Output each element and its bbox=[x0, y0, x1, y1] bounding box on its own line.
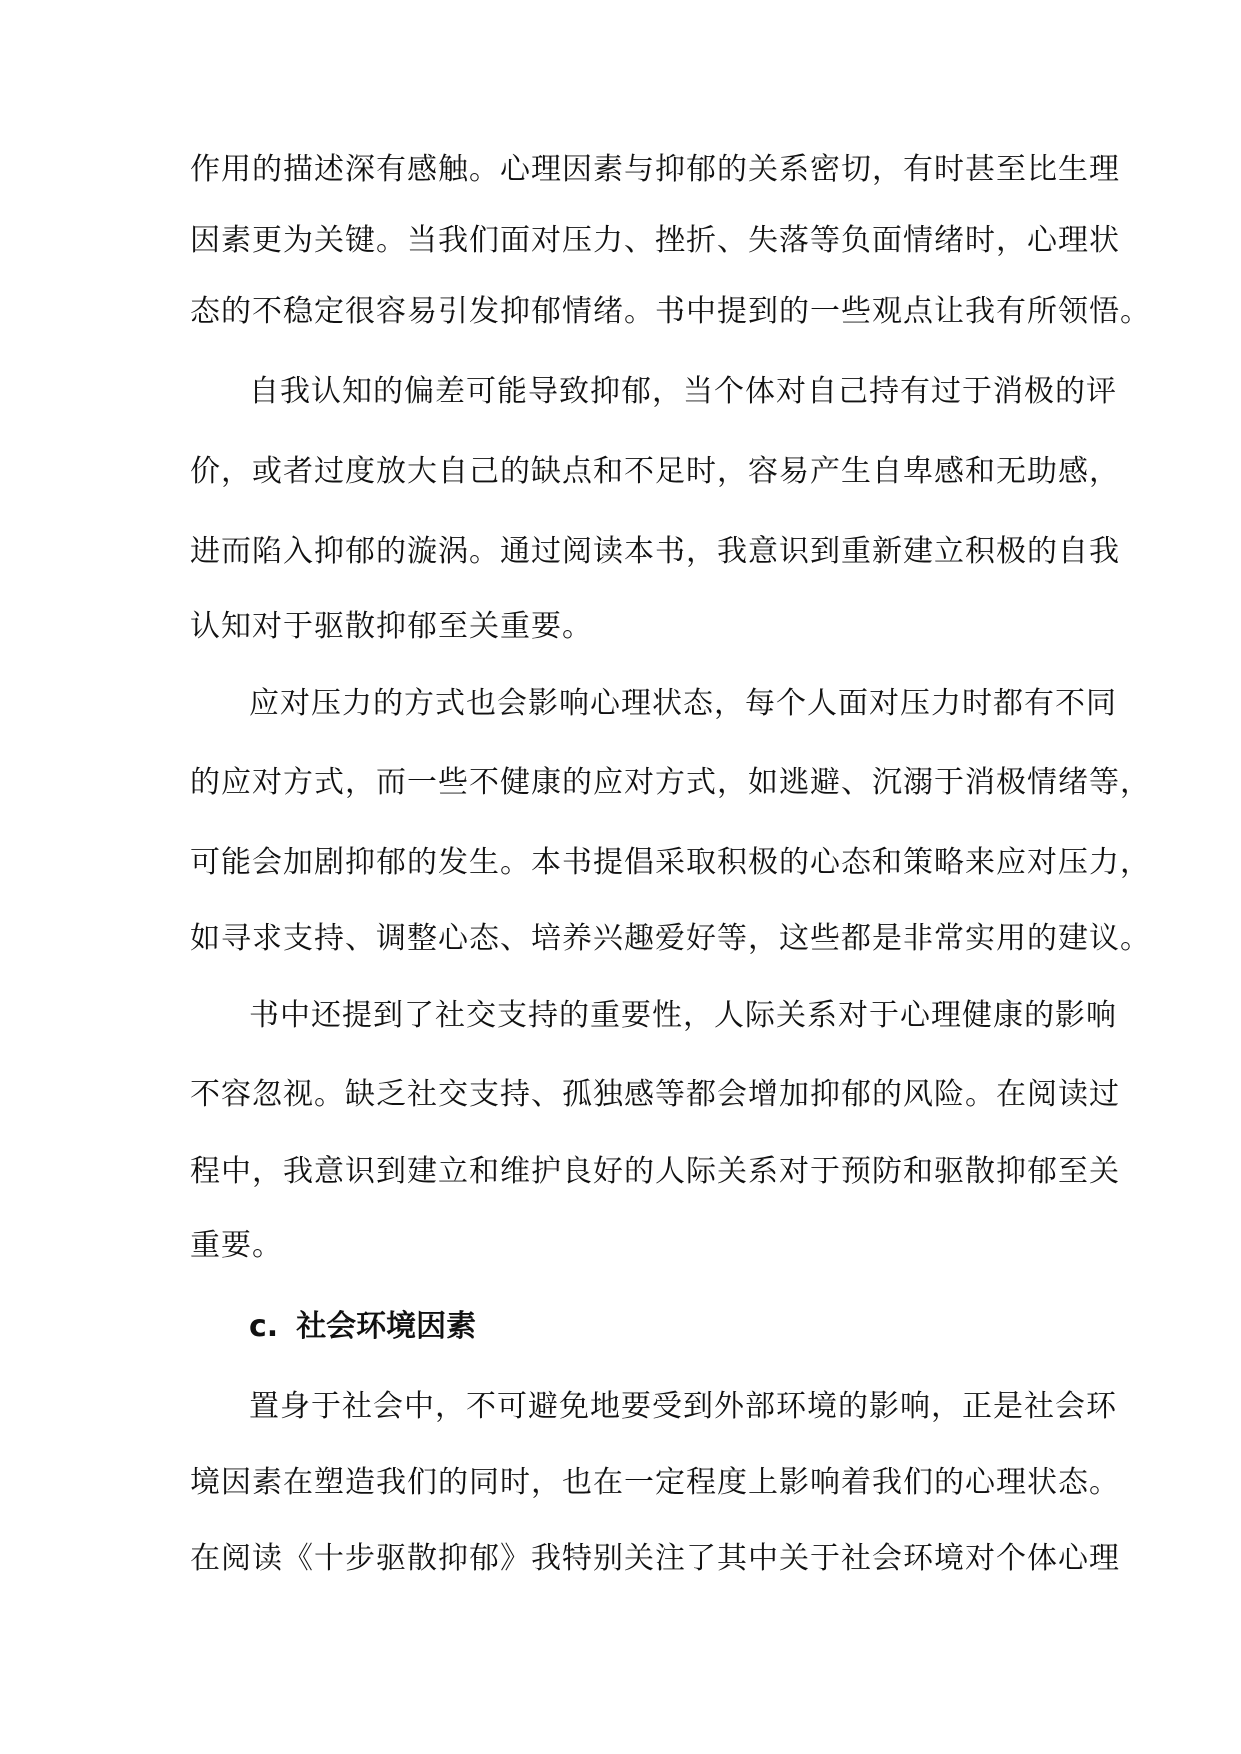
paragraph-3-line-2: 的应对方式，而一些不健康的应对方式，如逃避、沉溺于消极情绪等， bbox=[190, 765, 1151, 800]
paragraph-2-line-2: 价，或者过度放大自己的缺点和不足时，容易产生自卑感和无助感， bbox=[190, 454, 1120, 489]
paragraph-4-line-2: 不容忽视。缺乏社交支持、孤独感等都会增加抑郁的风险。在阅读过 bbox=[190, 1077, 1120, 1112]
paragraph-1-line-1: 作用的描述深有感触。心理因素与抑郁的关系密切，有时甚至比生理 bbox=[190, 152, 1120, 187]
paragraph-5-line-3: 在阅读《十步驱散抑郁》我特别关注了其中关于社会环境对个体心理 bbox=[190, 1541, 1120, 1576]
paragraph-3-line-4: 如寻求支持、调整心态、培养兴趣爱好等，这些都是非常实用的建议。 bbox=[190, 921, 1151, 956]
paragraph-2-line-3: 进而陷入抑郁的漩涡。通过阅读本书，我意识到重新建立积极的自我 bbox=[190, 534, 1120, 569]
paragraph-4-line-1: 书中还提到了社交支持的重要性，人际关系对于心理健康的影响 bbox=[249, 998, 1117, 1033]
paragraph-4-line-3: 程中，我意识到建立和维护良好的人际关系对于预防和驱散抑郁至关 bbox=[190, 1154, 1120, 1189]
paragraph-1-line-2: 因素更为关键。当我们面对压力、挫折、失落等负面情绪时，心理状 bbox=[190, 223, 1120, 258]
paragraph-2-line-1: 自我认知的偏差可能导致抑郁，当个体对自己持有过于消极的评 bbox=[249, 374, 1117, 409]
paragraph-5-line-2: 境因素在塑造我们的同时，也在一定程度上影响着我们的心理状态。 bbox=[190, 1465, 1120, 1500]
paragraph-2-line-4: 认知对于驱散抑郁至关重要。 bbox=[190, 609, 593, 644]
section-heading bbox=[249, 1307, 476, 1347]
section-heading-marker: c. bbox=[249, 1309, 279, 1344]
paragraph-4-line-4: 重要。 bbox=[190, 1228, 283, 1263]
paragraph-5-line-1: 置身于社会中，不可避免地要受到外部环境的影响，正是社会环 bbox=[249, 1389, 1117, 1424]
paragraph-1-line-3: 态的不稳定很容易引发抑郁情绪。书中提到的一些观点让我有所领悟。 bbox=[190, 294, 1151, 329]
paragraph-3-line-1: 应对压力的方式也会影响心理状态，每个人面对压力时都有不同 bbox=[249, 686, 1117, 721]
section-heading-title: 社会环境因素 bbox=[296, 1309, 477, 1344]
paragraph-3-line-3: 可能会加剧抑郁的发生。本书提倡采取积极的心态和策略来应对压力， bbox=[190, 845, 1151, 880]
